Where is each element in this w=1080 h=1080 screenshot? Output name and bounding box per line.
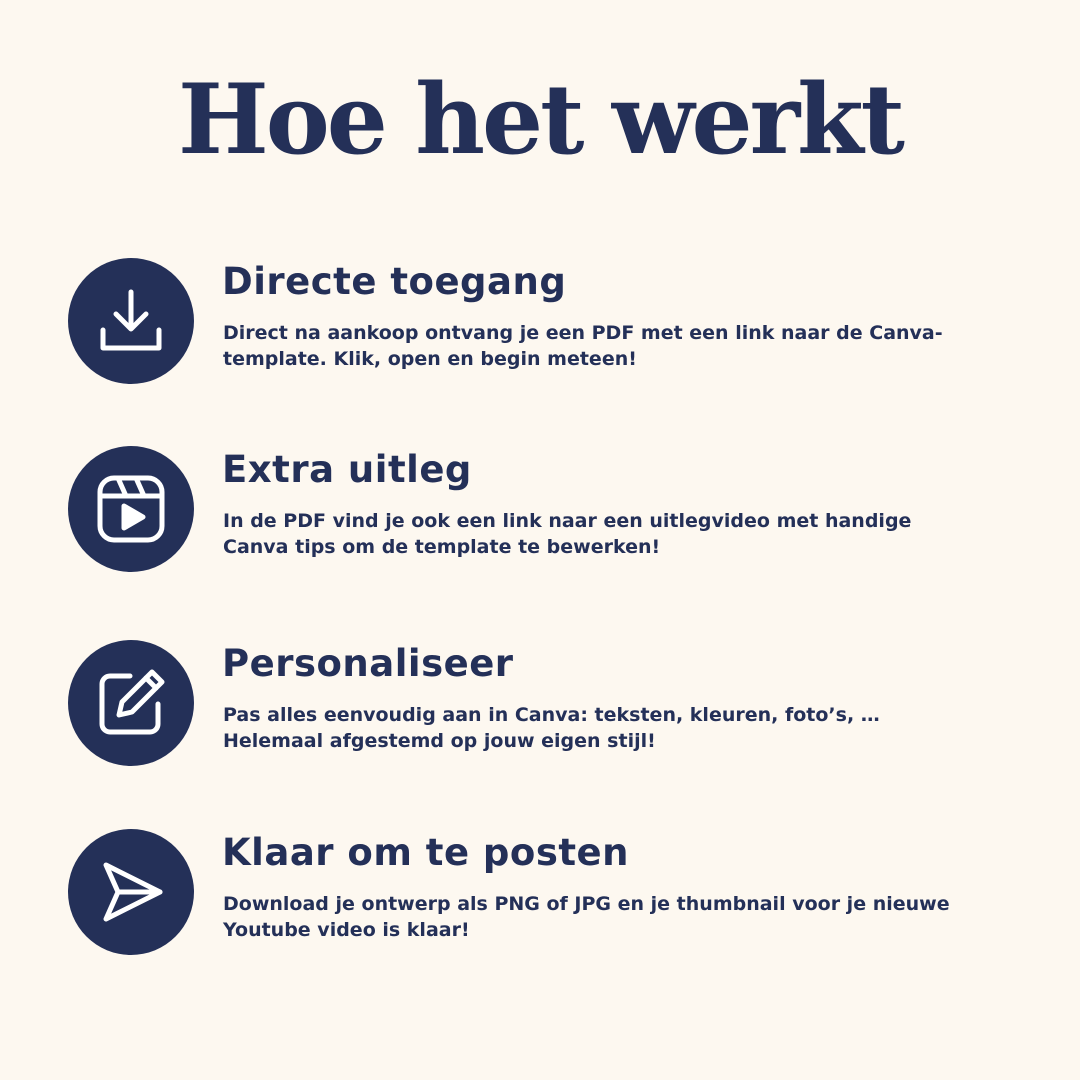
edit-icon: [96, 668, 166, 738]
send-icon: [96, 857, 166, 927]
step-description: In de PDF vind je ook een link naar een uitlegvideo met handige Canva tips om de template te bewerken!: [223, 510, 912, 558]
step-personaliseer: [68, 640, 1028, 766]
step-description: Download je ontwerp als PNG of JPG en je thumbnail voor je nieuwe Youtube video is klaar!: [223, 893, 950, 941]
step-icon-circle: [68, 258, 194, 384]
video-play-icon: [96, 474, 166, 544]
page-title: Hoe het werkt: [177, 63, 903, 176]
step-extra-uitleg: [68, 446, 1028, 572]
step-directe-toegang: [68, 258, 1028, 384]
step-heading: Extra uitleg: [222, 448, 472, 491]
step-icon-circle: [68, 446, 194, 572]
step-heading: Personaliseer: [222, 642, 514, 685]
download-icon: [96, 286, 166, 356]
step-heading: Directe toegang: [222, 260, 567, 303]
step-icon-circle: [68, 829, 194, 955]
step-description: Pas alles eenvoudig aan in Canva: teksten, kleuren, foto’s, … Helemaal afgestemd op jouw eigen stijl!: [223, 704, 880, 752]
step-icon-circle: [68, 640, 194, 766]
step-description: Direct na aankoop ontvang je een PDF met een link naar de Canva-template. Klik, open en begin meteen!: [223, 322, 943, 370]
step-klaar-om-te-posten: [68, 829, 1028, 955]
step-heading: Klaar om te posten: [222, 831, 629, 874]
